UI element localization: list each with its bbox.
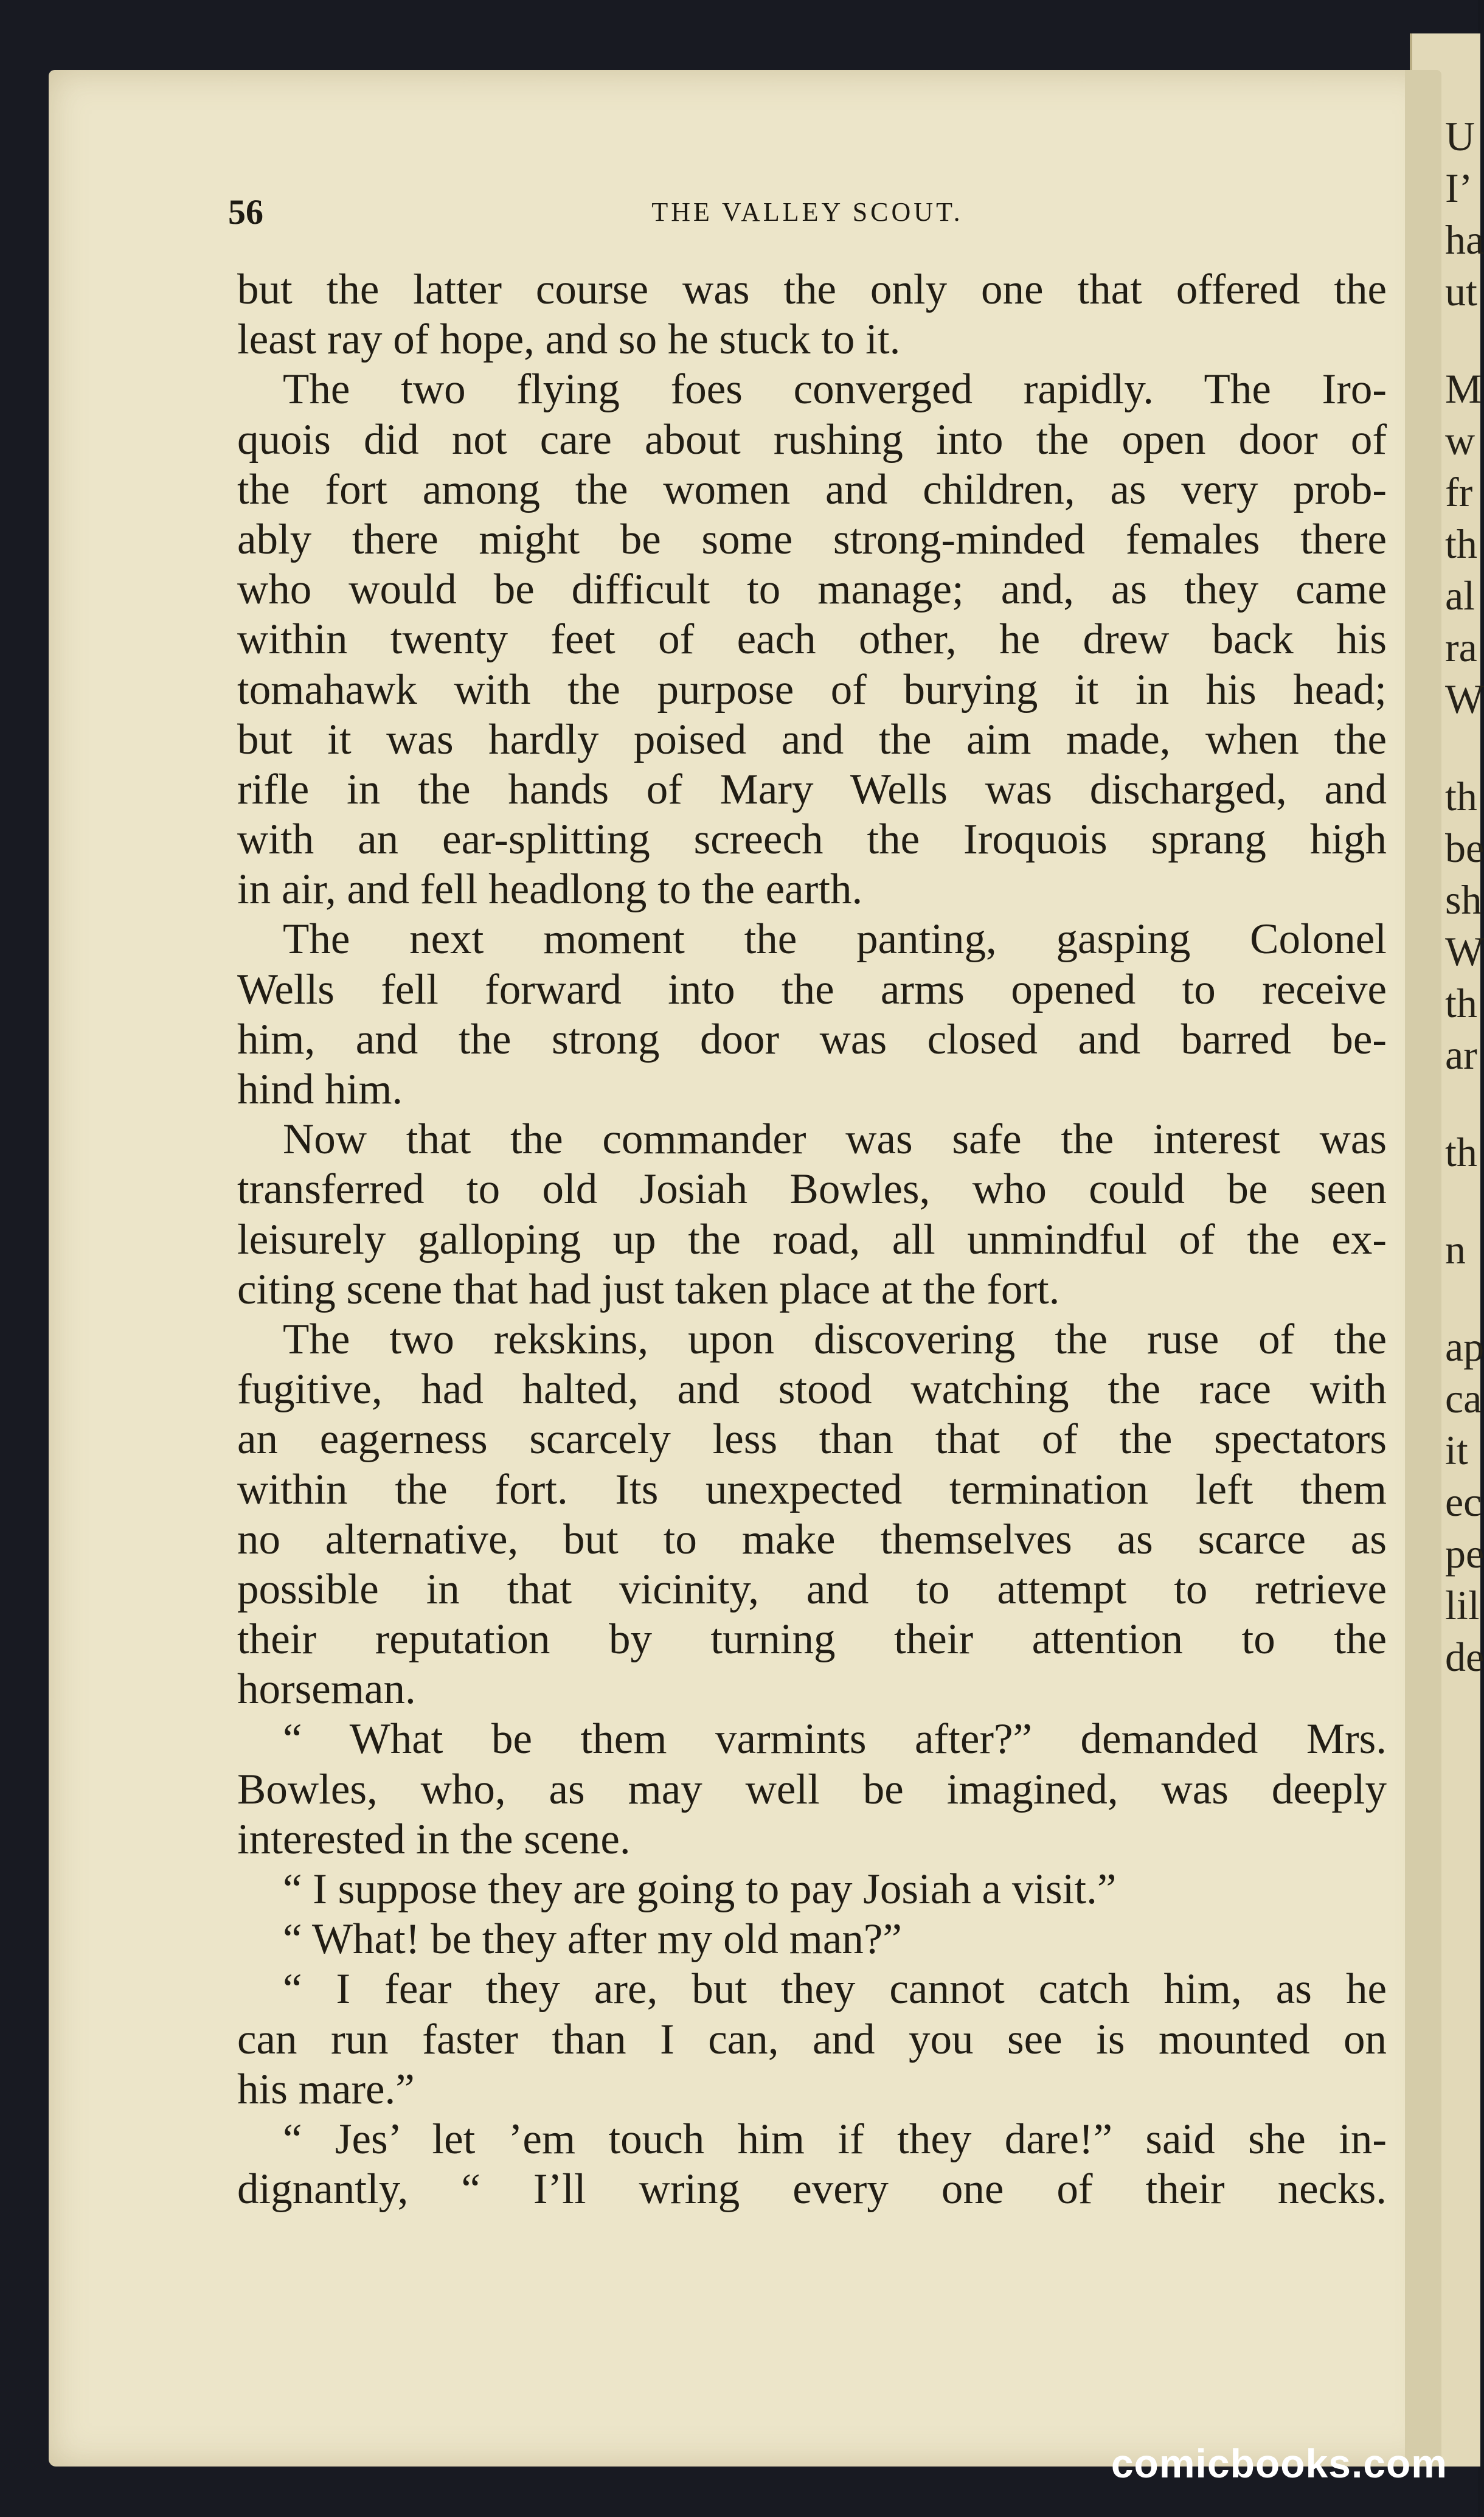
adjacent-page-fragment: W [1445,676,1484,722]
adjacent-page-fragment: I’ [1445,165,1473,211]
text-line: possible in that vicinity, and to attempt to retrieve [237,1565,1387,1613]
text-line: Now that the commander was safe the interest was [283,1116,1387,1164]
text-line: in air, and fell headlong to the earth. [237,866,863,914]
page-number: 56 [228,192,263,232]
text-line: horseman. [237,1665,416,1713]
adjacent-page-fragment: th [1445,521,1477,567]
text-line: The two rekskins, upon discovering the ruse of the [283,1315,1387,1363]
adjacent-page-fragment: sh [1445,877,1482,923]
adjacent-page-fragment: th [1445,980,1477,1026]
text-line: within the fort. Its unexpected termination left them [237,1465,1387,1513]
adjacent-page-fragment: W [1445,928,1484,974]
text-line: citing scene that had just taken place at the fort. [237,1265,1060,1313]
adjacent-page-fragment: lil [1445,1582,1480,1628]
text-line: rifle in the hands of Mary Wells was discharged, and [237,765,1387,813]
adjacent-page-fragment: th [1445,1129,1477,1175]
body-text [237,265,1387,2214]
text-line: “ Jes’ let ’em touch him if they dare!” said she in- [283,2115,1387,2163]
adjacent-page-fragment: w [1445,417,1475,463]
adjacent-page-fragment: ca [1445,1375,1482,1422]
adjacent-page-fragment: ut [1445,268,1477,314]
text-line: transferred to old Josiah Bowles, who could be seen [237,1165,1387,1213]
page-binding-shadow [1405,70,1441,2467]
text-line: The two flying foes converged rapidly. The Iro- [283,366,1387,414]
text-line: The next moment the panting, gasping Colonel [283,915,1387,963]
adjacent-page-fragment: ra [1445,624,1477,670]
adjacent-page-fragment: M [1445,366,1482,412]
text-line: dignantly, “ I’ll wring every one of their necks. [237,2165,1387,2213]
text-line: the fort among the women and children, as very prob- [237,465,1387,513]
adjacent-page-fragment: fr [1445,469,1473,515]
text-line: “ I suppose they are going to pay Josiah a visit.” [283,1866,1117,1913]
text-line: can run faster than I can, and you see is mounted on [237,2015,1387,2063]
text-line: least ray of hope, and so he stuck to it. [237,316,901,364]
text-line: no alternative, but to make themselves as scarce as [237,1515,1387,1563]
adjacent-page-fragment: ar [1445,1032,1477,1078]
text-line: but the latter course was the only one that offered the [237,266,1387,313]
text-line: who would be difficult to manage; and, as they came [237,566,1387,614]
text-line: ably there might be some strong-minded females there [237,515,1387,563]
adjacent-page-fragment: ha [1445,217,1484,263]
text-line: within twenty feet of each other, he drew back his [237,616,1387,664]
adjacent-page-fragment: n [1445,1226,1466,1272]
text-line: “ What! be they after my old man?” [283,1915,902,1963]
text-line: tomahawk with the purpose of burying it in his head; [237,665,1387,713]
page-header [228,192,1387,246]
text-line: an eagerness scarcely less than that of the spectators [237,1415,1387,1463]
adjacent-page-fragment: it [1445,1427,1468,1473]
adjacent-page-fragment: al [1445,572,1475,619]
adjacent-page-fragment: U [1445,113,1475,159]
adjacent-page-fragment: ap [1445,1324,1484,1370]
text-line: Bowles, who, as may well be imagined, was deeply [237,1765,1387,1813]
text-line: Wells fell forward into the arms opened to receive [237,965,1387,1013]
adjacent-page-fragment: de [1445,1634,1484,1680]
text-line: leisurely galloping up the road, all unmindful of the ex- [237,1215,1387,1263]
adjacent-page-fragment: pe [1445,1530,1484,1577]
text-line: but it was hardly poised and the aim made, when the [237,715,1387,763]
watermark-logo: comicbooks.com [1111,2441,1448,2486]
running-title: THE VALLEY SCOUT. [651,197,963,227]
adjacent-page-fragment: be [1445,825,1484,871]
text-line: with an ear-splitting screech the Iroquois sprang high [237,816,1387,864]
adjacent-page-fragment: th [1445,773,1477,819]
text-line: interested in the scene. [237,1815,631,1863]
text-line: quois did not care about rushing into the open door of [237,415,1387,463]
text-line: their reputation by turning their attention to the [237,1616,1387,1664]
text-line: his mare.” [237,2065,415,2113]
adjacent-page-fragment: ec [1445,1479,1482,1525]
text-line: him, and the strong door was closed and barred be- [237,1015,1387,1063]
text-line: hind him. [237,1066,403,1113]
text-line: fugitive, had halted, and stood watching the race with [237,1366,1387,1414]
text-line: “ I fear they are, but they cannot catch him, as he [283,1965,1387,2013]
text-line: “ What be them varmints after?” demanded Mrs. [283,1715,1387,1763]
